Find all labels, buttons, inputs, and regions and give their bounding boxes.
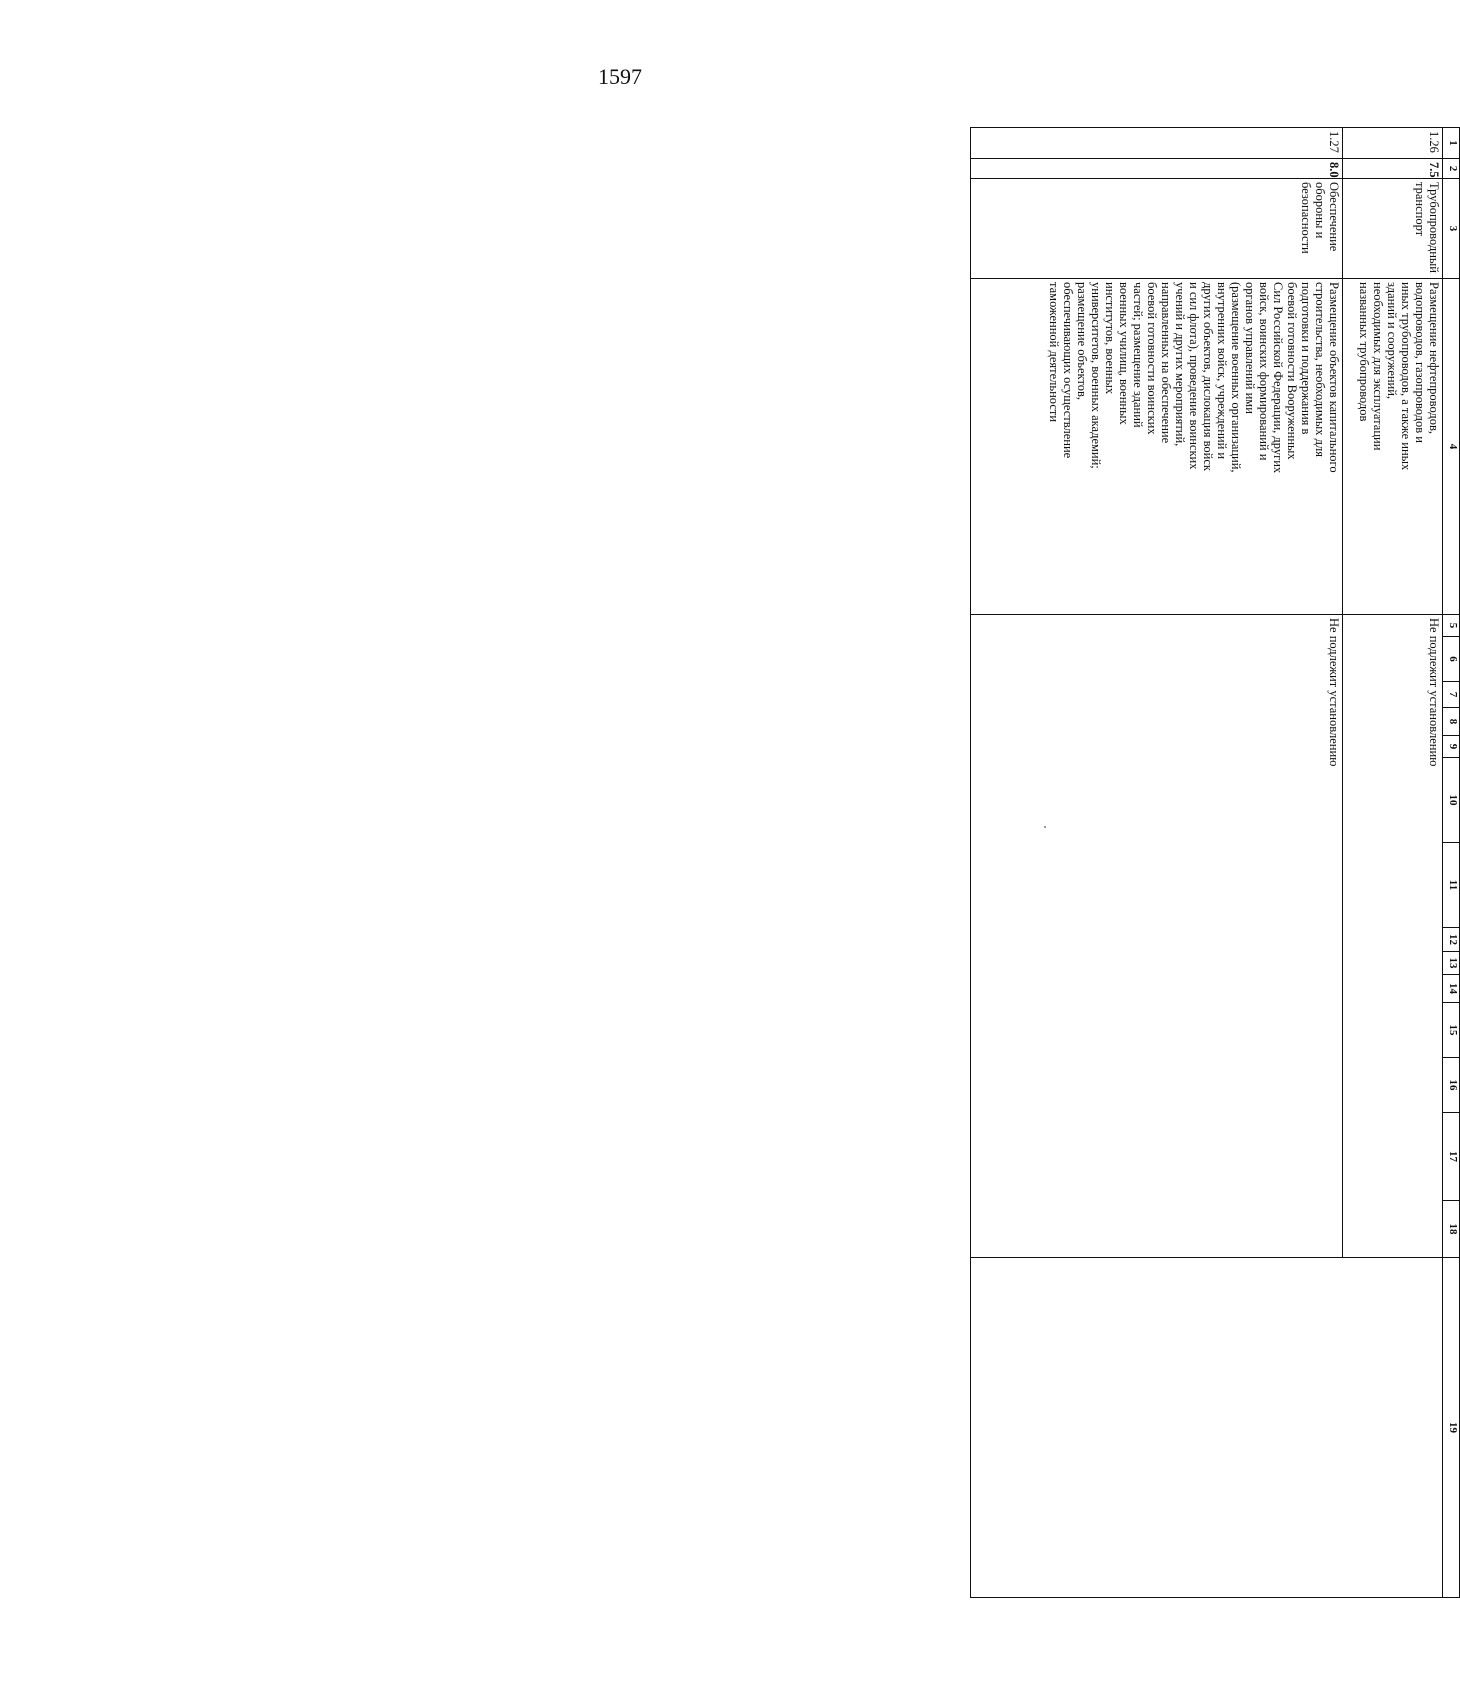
use-name-cell: Обеспечение обороны и безопасности [971, 179, 1343, 279]
header-cell: 15 [1443, 1003, 1460, 1058]
header-cell: 11 [1443, 843, 1460, 928]
use-description-cell: Размещение нефтепроводов, водопроводов, газопроводов и иных трубопроводов, а также иных зданий и сооружений, необходимых для эксплуатации названных трубопроводов [1343, 279, 1443, 615]
land-use-table [970, 127, 1460, 1598]
header-cell: 2 [1443, 159, 1460, 179]
empty-cell [971, 1258, 1443, 1598]
header-cell: 8 [1443, 708, 1460, 736]
header-cell: 19 [1443, 1258, 1460, 1598]
page-number: 1597 [598, 64, 642, 89]
table-row [1343, 128, 1443, 1598]
merged-value-cell: Не подлежит установлению [1343, 615, 1443, 1258]
use-description-cell: Размещение объектов капитального строительства, необходимых для подготовки и поддержания в боевой готовности Вооруженных Сил Российской Федерации, других войск, воинских формирований и органов управлений ими (размещение военных организаций, внутренних войск, учреждений и других объектов, дислокация войск и сил флота), проведение воинских учений и других мероприятий, направленных на обеспечение боевой готовности воинских частей; размещение зданий военных училищ, военных институтов, военных университетов, военных академий; размещение объектов, обеспечивающих осуществление таможенной деятельности [971, 279, 1343, 615]
header-cell: 1 [1443, 128, 1460, 159]
header-cell: 3 [1443, 179, 1460, 279]
header-cell: 4 [1443, 279, 1460, 615]
row-number-cell: 1.27 [971, 128, 1343, 159]
code-cell: 7.5 [1343, 159, 1443, 179]
header-cell: 16 [1443, 1058, 1460, 1113]
header-cell: 13 [1443, 952, 1460, 975]
merged-value-cell: Не подлежит установлению [971, 615, 1343, 1258]
row-number-cell: 1.26 [1343, 128, 1443, 159]
use-name-cell: Трубопроводный транспорт [1343, 179, 1443, 279]
header-cell: 12 [1443, 928, 1460, 952]
header-cell: 5 [1443, 615, 1460, 637]
header-cell: 7 [1443, 682, 1460, 708]
header-cell: 6 [1443, 637, 1460, 682]
header-cell: 17 [1443, 1113, 1460, 1201]
header-cell: 18 [1443, 1201, 1460, 1258]
rotated-table-container [970, 127, 1460, 1597]
code-cell: 8.0 [971, 159, 1343, 179]
header-row [1443, 128, 1460, 1598]
scan-speck [1044, 826, 1046, 828]
header-cell: 9 [1443, 736, 1460, 758]
header-cell: 14 [1443, 975, 1460, 1003]
header-cell: 10 [1443, 758, 1460, 843]
